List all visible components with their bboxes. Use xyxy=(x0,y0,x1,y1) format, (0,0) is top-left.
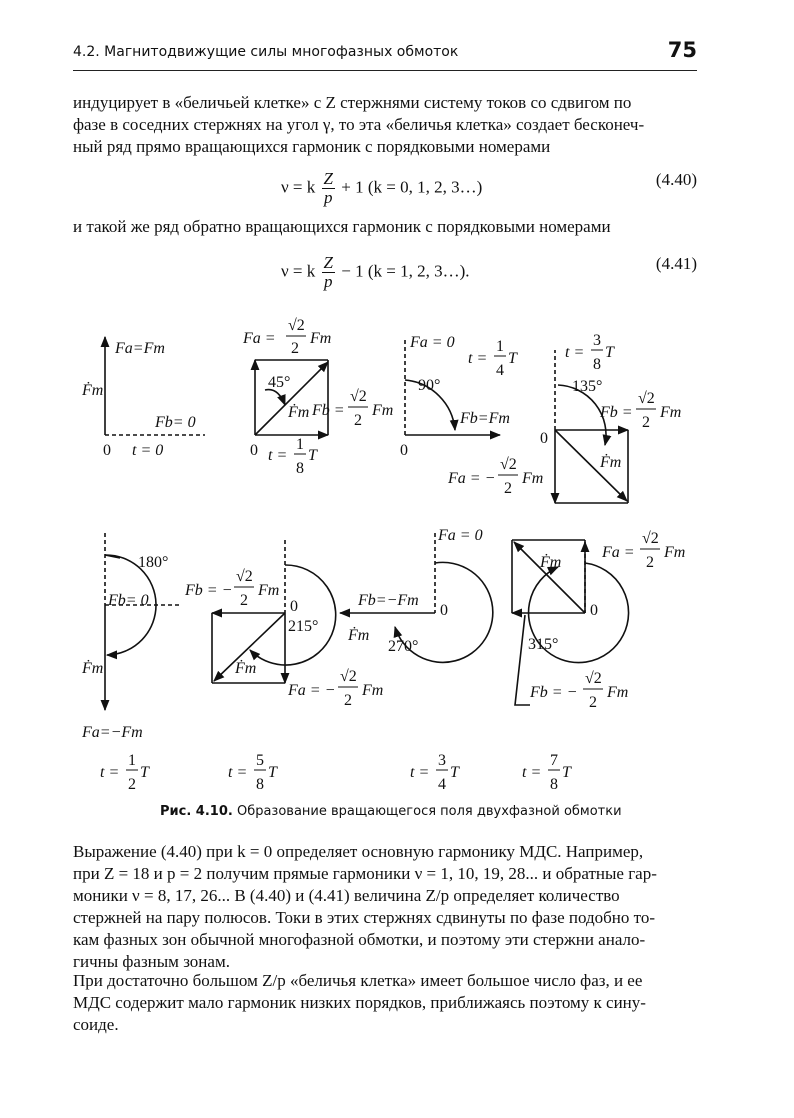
fb-frac-den: 2 xyxy=(354,412,362,429)
time-label: t = xyxy=(565,344,585,361)
equation-rhs: + 1 (k = 0, 1, 2, 3…) xyxy=(341,177,483,197)
fb-tail: Fm xyxy=(660,404,682,421)
time-frac-den: 8 xyxy=(593,356,601,373)
fb-frac-num: √2 xyxy=(350,388,367,405)
time-frac-den: 4 xyxy=(438,776,446,793)
time-tail: T xyxy=(605,344,614,361)
fa-frac-den: 2 xyxy=(291,340,299,357)
time-label: t = xyxy=(228,764,248,781)
fraction-numerator: Z xyxy=(323,169,333,188)
time-frac-num: 3 xyxy=(438,752,446,769)
page-number: 75 xyxy=(667,38,697,62)
text-line: моники ν = 8, 17, 26... В (4.40) и (4.41) величина Z/p определяет количество xyxy=(73,886,620,905)
time-tail: T xyxy=(140,764,149,781)
fb-label: Fb=−Fm xyxy=(358,592,419,609)
origin-label: 0 xyxy=(590,602,598,619)
fa-label: Fa = 0 xyxy=(438,527,483,544)
text-line: индуцирует в «беличьей клетке» с Z стержнями систему токов со сдвигом по xyxy=(73,93,632,112)
fb-frac-num: √2 xyxy=(638,390,655,407)
fb-label: Fb = xyxy=(600,404,633,421)
caption-label: Рис. 4.10. xyxy=(160,804,233,819)
time-frac-den: 8 xyxy=(296,460,304,477)
fb-tail: Fm xyxy=(258,582,280,599)
equation-number: (4.41) xyxy=(655,254,697,273)
fa-frac-den: 2 xyxy=(646,554,654,571)
origin-label: 0 xyxy=(250,442,258,459)
fm-label: Ḟm xyxy=(600,454,622,471)
time-frac-num: 7 xyxy=(550,752,558,769)
time-tail: T xyxy=(268,764,277,781)
angle-label: 180° xyxy=(138,554,169,571)
time-frac-num: 1 xyxy=(496,338,504,355)
time-frac-num: 1 xyxy=(128,752,136,769)
time-label: t = xyxy=(468,350,488,367)
text-line: Выражение (4.40) при k = 0 определяет основную гармонику МДС. Например, xyxy=(73,842,644,861)
time-label: t = 0 xyxy=(132,442,164,459)
fa-label: Fa = 0 xyxy=(410,334,455,351)
fb-frac-num: √2 xyxy=(236,568,253,585)
equation-4-40 xyxy=(73,158,697,208)
diagram-t1-8 xyxy=(255,360,328,435)
text-line: соиде. xyxy=(73,1015,119,1034)
time-tail: T xyxy=(450,764,459,781)
origin-label: 0 xyxy=(290,598,298,615)
text-line: гичны фазным зонам. xyxy=(73,952,230,971)
fb-tail: Fm xyxy=(607,684,629,701)
fm-label: Ḟm xyxy=(348,627,370,644)
angle-label: 270° xyxy=(388,638,419,655)
time-tail: T xyxy=(508,350,517,367)
angle-label: 315° xyxy=(528,636,559,653)
text-line: при Z = 18 и p = 2 получим прямые гармоники ν = 1, 10, 19, 28... и обратные гар- xyxy=(73,864,657,883)
fm-label: Ḟm xyxy=(82,382,104,399)
origin-label: 0 xyxy=(400,442,408,459)
fa-frac-den: 2 xyxy=(504,480,512,497)
fraction-denominator: p xyxy=(324,272,333,291)
figure-caption xyxy=(160,804,622,819)
text-line: стержней на пару полюсов. Токи в этих стержнях сдвинуты по фазе подобно то- xyxy=(73,908,656,927)
fb-label: Fb = xyxy=(312,402,345,419)
equation-body xyxy=(281,254,470,291)
diagram-t7-8 xyxy=(512,540,629,705)
diagram-t3-8 xyxy=(555,350,628,503)
text-line: ный ряд прямо вращающихся гармоник с порядковыми номерами xyxy=(73,137,551,156)
angle-label: 135° xyxy=(572,378,603,395)
equation-fraction xyxy=(322,170,335,207)
fa-tail: Fm xyxy=(362,682,384,699)
time-tail: T xyxy=(562,764,571,781)
leader-line xyxy=(515,615,530,705)
running-header xyxy=(73,38,697,71)
text-line: МДС содержит мало гармоник низких порядков, приближаясь поэтому к сину- xyxy=(73,993,646,1012)
fa-frac-den: 2 xyxy=(344,692,352,709)
rotating-field-figure xyxy=(60,305,740,800)
time-tail: T xyxy=(308,447,317,464)
fm-arrow xyxy=(255,362,328,435)
fraction-numerator: Z xyxy=(323,253,333,272)
fa-tail: Fm xyxy=(522,470,544,487)
fa-frac-num: √2 xyxy=(500,456,517,473)
fm-label: Ḟm xyxy=(82,660,104,677)
time-frac-den: 8 xyxy=(256,776,264,793)
fraction-denominator: p xyxy=(324,188,333,207)
fa-tail: Fm xyxy=(664,544,686,561)
fb-frac-den: 2 xyxy=(642,414,650,431)
diagram-t5-8 xyxy=(212,540,336,683)
fm-label: Ḟm xyxy=(235,660,257,677)
angle-arc xyxy=(265,390,285,405)
text-line: кам фазных зон обычной многофазной обмотки, и поэтому эти стержни анало- xyxy=(73,930,646,949)
fb-frac-den: 2 xyxy=(589,694,597,711)
angle-label: 45° xyxy=(268,374,291,391)
equation-lhs: ν = k xyxy=(281,261,316,281)
time-frac-num: 5 xyxy=(256,752,264,769)
fa-frac-num: √2 xyxy=(340,668,357,685)
fa-tail: Fm xyxy=(310,330,332,347)
fa-label: Fa = − xyxy=(448,470,496,487)
equation-lhs: ν = k xyxy=(281,177,316,197)
fb-frac-den: 2 xyxy=(240,592,248,609)
equation-4-41 xyxy=(73,242,697,292)
origin-label: 0 xyxy=(440,602,448,619)
time-label: t = xyxy=(268,447,288,464)
time-label: t = xyxy=(410,764,430,781)
time-label: t = xyxy=(100,764,120,781)
fb-frac-num: √2 xyxy=(585,670,602,687)
time-label: t = xyxy=(522,764,542,781)
paragraph-2 xyxy=(73,970,697,1036)
equation-rhs: − 1 (k = 1, 2, 3…). xyxy=(341,261,470,281)
fa-frac-num: √2 xyxy=(288,317,305,334)
text-line: При достаточно большом Z/p «беличья клетка» имеет большое число фаз, и ее xyxy=(73,971,643,990)
fb-label: Fb= 0 xyxy=(155,414,196,431)
text-line: фазе в соседних стержнях на угол γ, то эта «беличья клетка» создает бесконеч- xyxy=(73,115,645,134)
intro-paragraph xyxy=(73,92,697,158)
time-frac-den: 8 xyxy=(550,776,558,793)
fm-label: Ḟm xyxy=(540,554,562,571)
angle-label: 90° xyxy=(418,377,441,394)
origin-label: 0 xyxy=(103,442,111,459)
origin-label: 0 xyxy=(540,430,548,447)
fb-label: Fb= 0 xyxy=(108,592,149,609)
time-frac-num: 3 xyxy=(593,332,601,349)
fa-label: Fa = xyxy=(243,330,276,347)
fa-label: Fa=Fm xyxy=(115,340,165,357)
mid-paragraph xyxy=(73,216,697,238)
angle-label: 215° xyxy=(288,618,319,635)
fb-label: Fb = − xyxy=(530,684,578,701)
caption-text: Образование вращающегося поля двухфазной обмотки xyxy=(236,804,622,819)
fm-label: Ḟm xyxy=(288,404,310,421)
time-frac-den: 4 xyxy=(496,362,504,379)
fb-label: Fb = − xyxy=(185,582,233,599)
equation-body xyxy=(281,170,482,207)
fa-label: Fa = xyxy=(602,544,635,561)
fb-tail: Fm xyxy=(372,402,394,419)
text-line: и такой же ряд обратно вращающихся гармоник с порядковыми номерами xyxy=(73,217,611,236)
equation-fraction xyxy=(322,254,335,291)
fm-arrow xyxy=(514,542,585,613)
time-frac-num: 1 xyxy=(296,436,304,453)
paragraph-1 xyxy=(73,841,697,973)
fa-label: Fa=−Fm xyxy=(82,724,143,741)
section-title: 4.2. Магнитодвижущие силы многофазных обмоток xyxy=(73,44,459,60)
fa-label: Fa = − xyxy=(288,682,336,699)
fa-frac-num: √2 xyxy=(642,530,659,547)
time-frac-den: 2 xyxy=(128,776,136,793)
fb-label: Fb=Fm xyxy=(460,410,510,427)
equation-number: (4.40) xyxy=(655,170,697,189)
